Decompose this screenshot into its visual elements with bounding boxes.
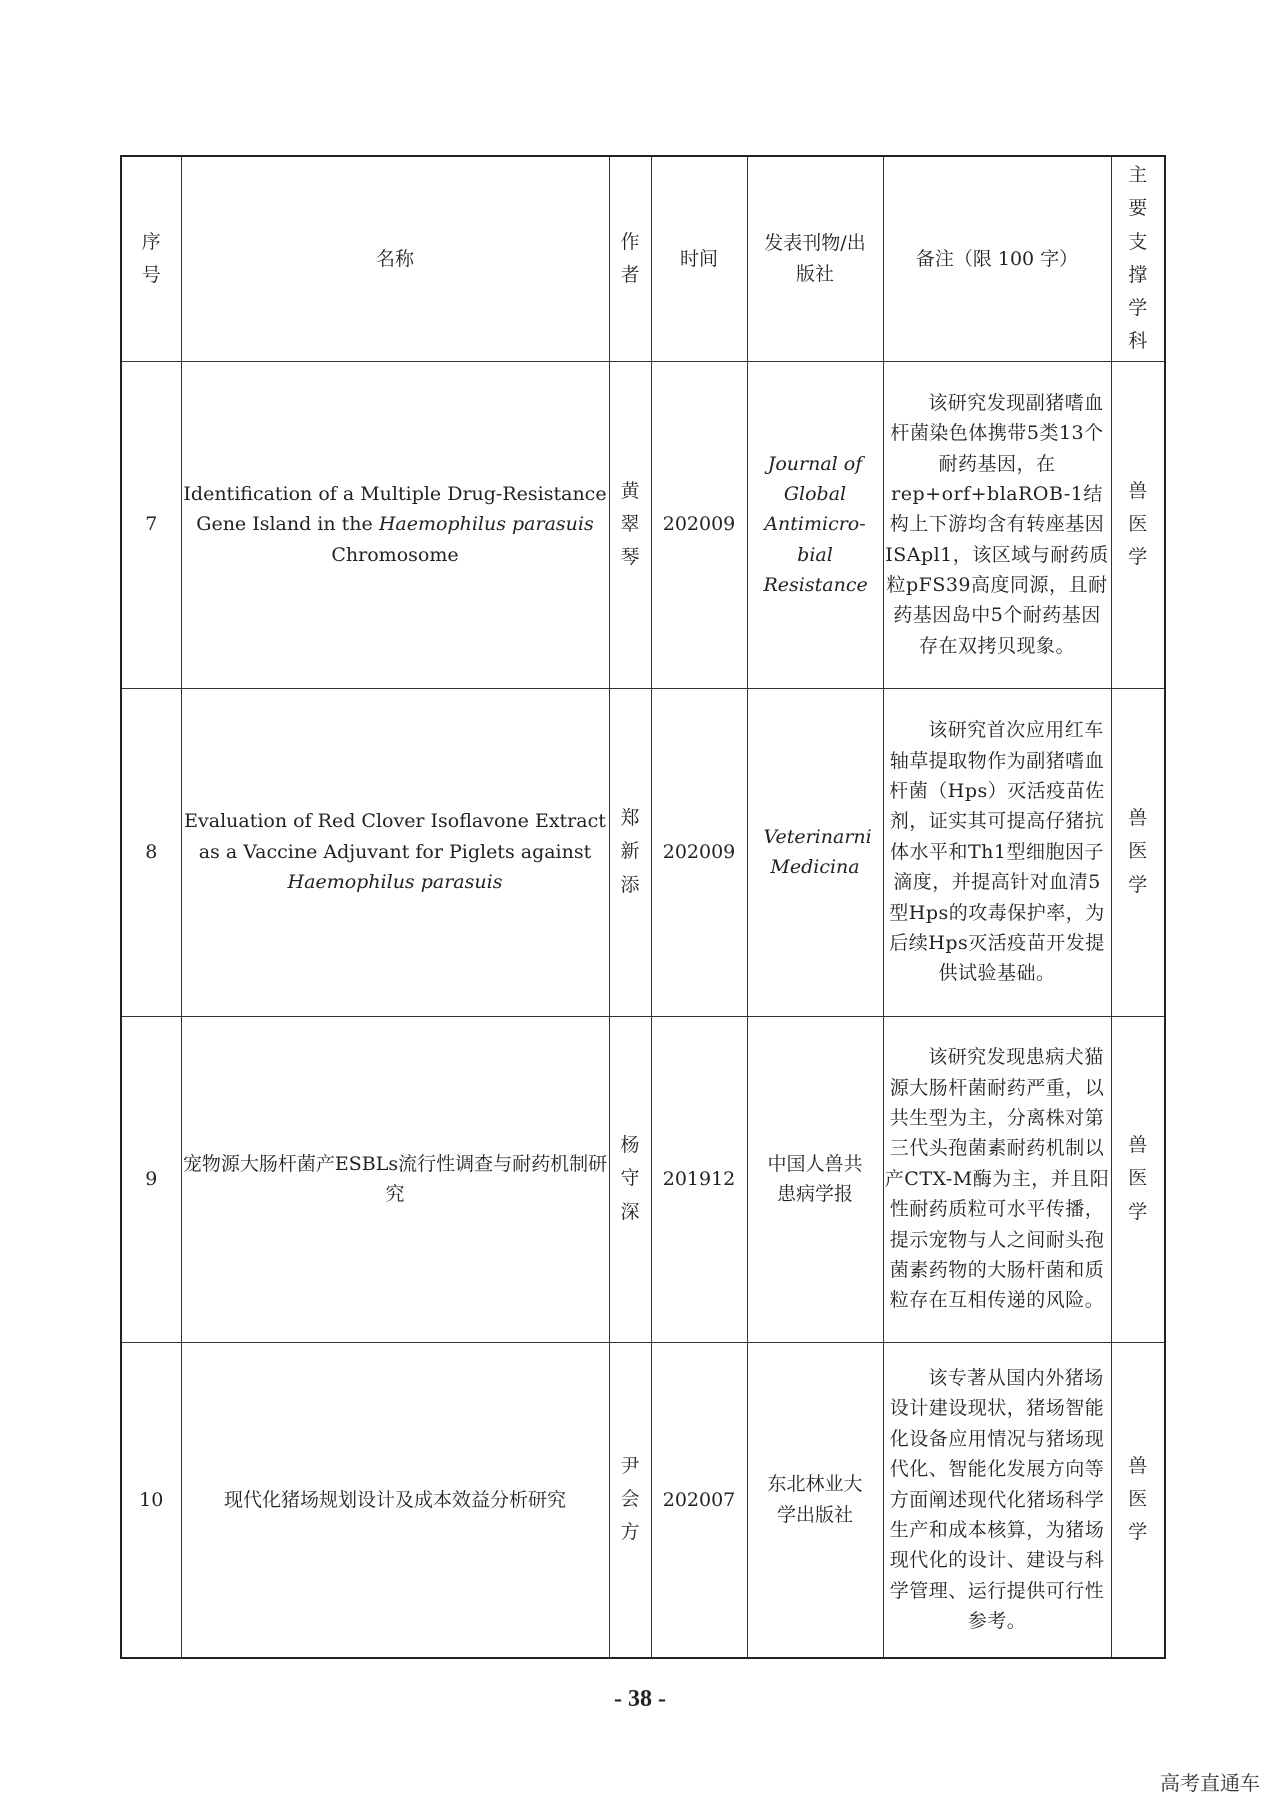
header-title: 名称 [181,156,609,361]
row-index: 7 [121,361,181,688]
row-discipline: 兽医学 [1111,688,1165,1016]
row-author: 杨守深 [609,1016,651,1342]
row-journal: Journal of Global Antimicro-bial Resistance [747,361,883,688]
row-note: 该专著从国内外猪场设计建设现状，猪场智能化设备应用情况与猪场现代化、智能化发展方向等方面阐述现代化猪场科学生产和成本核算，为猪场现代化的设计、建设与科学管理、运行提供可行性参考。 [883,1342,1111,1658]
row-time: 202009 [651,361,747,688]
row-title: 现代化猪场规划设计及成本效益分析研究 [181,1342,609,1658]
row-author: 黄翠琴 [609,361,651,688]
table-row [121,361,1165,688]
row-author: 尹会方 [609,1342,651,1658]
table-row [121,688,1165,1016]
header-time: 时间 [651,156,747,361]
table-row [121,1342,1165,1658]
row-title: Evaluation of Red Clover Isoflavone Extract as a Vaccine Adjuvant for Piglets against Haemophilus parasuis [181,688,609,1016]
row-author: 郑新添 [609,688,651,1016]
watermark-text: 高考直通车 [1160,1771,1260,1795]
row-journal: 中国人兽共患病学报 [747,1016,883,1342]
page-number: - 38 - [614,1686,666,1712]
row-time: 201912 [651,1016,747,1342]
row-note: 该研究发现患病犬猫源大肠杆菌耐药严重，以共生型为主，分离株对第三代头孢菌素耐药机制以产CTX-M酶为主，并且阳性耐药质粒可水平传播，提示宠物与人之间耐头孢菌素药物的大肠杆菌和质粒存在互相传递的风险。 [883,1016,1111,1342]
row-title: Identification of a Multiple Drug-Resistance Gene Island in the Haemophilus parasuis Chromosome [181,361,609,688]
header-row [121,156,1165,361]
row-note: 该研究发现副猪嗜血杆菌染色体携带5类13个耐药基因，在rep+orf+blaROB-1结构上下游均含有转座基因ISApl1，该区域与耐药质粒pFS39高度同源，且耐药基因岛中5个耐药基因存在双拷贝现象。 [883,361,1111,688]
row-discipline: 兽医学 [1111,361,1165,688]
header-note: 备注（限 100 字） [883,156,1111,361]
row-index: 10 [121,1342,181,1658]
table-row [121,1016,1165,1342]
row-discipline: 兽医学 [1111,1016,1165,1342]
row-index: 8 [121,688,181,1016]
header-author: 作者 [609,156,651,361]
header-index: 序号 [121,156,181,361]
row-note: 该研究首次应用红车轴草提取物作为副猪嗜血杆菌（Hps）灭活疫苗佐剂，证实其可提高仔猪抗体水平和Th1型细胞因子滴度，并提高针对血清5型Hps的攻毒保护率，为后续Hps灭活疫苗开发提供试验基础。 [883,688,1111,1016]
row-time: 202007 [651,1342,747,1658]
row-index: 9 [121,1016,181,1342]
header-discipline: 主要支撑学科 [1111,156,1165,361]
row-title: 宠物源大肠杆菌产ESBLs流行性调查与耐药机制研究 [181,1016,609,1342]
row-journal: 东北林业大学出版社 [747,1342,883,1658]
row-discipline: 兽医学 [1111,1342,1165,1658]
row-time: 202009 [651,688,747,1016]
header-journal: 发表刊物/出版社 [747,156,883,361]
row-journal: Veterinarni Medicina [747,688,883,1016]
achievement-table [120,155,1166,1659]
